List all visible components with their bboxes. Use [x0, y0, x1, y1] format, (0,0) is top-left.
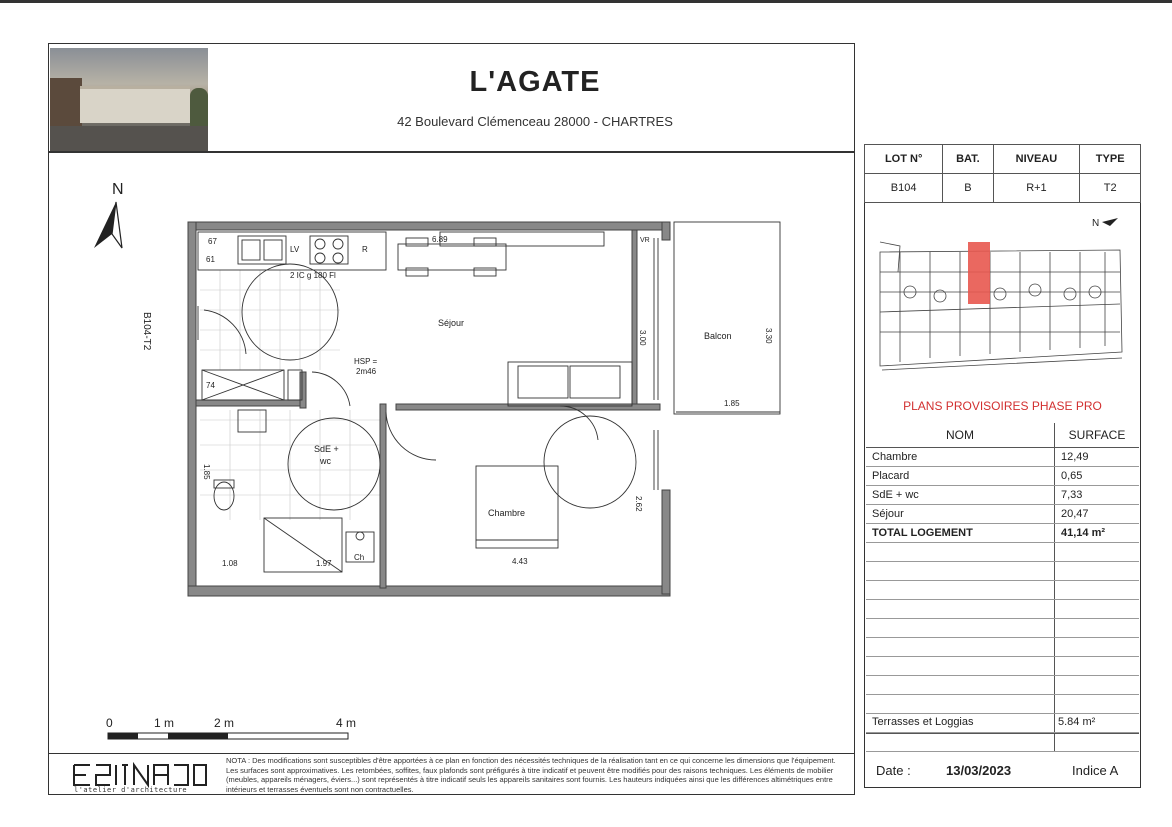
dim-1-85: 1.85	[202, 464, 211, 480]
surface-row	[866, 467, 1139, 486]
vr-label: VR	[640, 237, 650, 244]
surface-row-name: Séjour	[866, 505, 1055, 524]
empty-row	[866, 695, 1139, 714]
dim-2-62: 2.62	[634, 496, 643, 512]
empty-row	[866, 543, 1139, 562]
scale-bar	[100, 713, 370, 749]
scale-label-1: 1 m	[154, 716, 175, 730]
room-label-wc: wc	[320, 456, 331, 466]
niveau-header-cell: NIVEAU	[993, 145, 1080, 174]
room-label-chambre: Chambre	[488, 508, 526, 518]
top-border-line	[0, 0, 1172, 3]
building-render-image	[50, 48, 208, 151]
dim-61: 61	[206, 255, 215, 264]
r-label: R	[362, 245, 368, 254]
empty-row	[866, 600, 1139, 619]
dim-3-00: 3.00	[638, 330, 647, 346]
lot-header-cell: LOT N°	[865, 145, 943, 174]
bat-header-cell: BAT.	[943, 145, 993, 174]
type-value: T2	[1080, 174, 1141, 203]
scale-label-2: 2 m	[214, 716, 235, 730]
surface-header-row	[866, 423, 1139, 448]
date-label: Date :	[876, 763, 911, 778]
hsp-value: 2m46	[356, 367, 377, 376]
dim-67: 67	[208, 237, 217, 246]
ch-label: Ch	[354, 553, 365, 562]
date-value: 13/03/2023	[946, 763, 1012, 778]
lot-header-row	[865, 145, 1141, 174]
legal-note: NOTA : Des modifications sont susceptibles d'être apportées à ce plan en fonction des nécessités techniques de la réalisation tant en ce qui concerne les dimensions que l'équipement. Les surfaces sont approximatives. Les retombées, soffites, faux plafonds sont préfigurés à titre indicatif et peuvent être modifiés pour des raisons techniques. Les éléments de mobilier (meubles, appareils ménagers, éviers...) sont représentés à titre indicatif seuls les appareils sanitaires sont fournis. Les hauteurs indiquées ainsi que les différences altimétriques entre intérieurs et terrasses éventuels sont non contractuelles.	[226, 756, 836, 794]
header-separator	[48, 151, 855, 153]
bat-value: B	[943, 174, 993, 203]
fridge-label: 2 IC g 180 Fl	[290, 271, 336, 280]
type-header-cell: TYPE	[1080, 145, 1141, 174]
provisional-plans-label: PLANS PROVISOIRES PHASE PRO	[903, 399, 1102, 413]
empty-row	[866, 581, 1139, 600]
surface-row	[866, 486, 1139, 505]
surface-row-value: 20,47	[1055, 505, 1140, 524]
surface-row-name: Placard	[866, 467, 1055, 486]
lot-vertical-label: B104-T2	[141, 312, 152, 351]
lv-label: LV	[290, 245, 300, 254]
dim-3-30: 3.30	[764, 328, 773, 344]
lot-value: B104	[865, 174, 943, 203]
revision-index: Indice A	[1072, 763, 1119, 778]
surface-row-value: 12,49	[1055, 448, 1140, 467]
terraces-value: 5.84 m²	[1058, 716, 1096, 728]
lot-value-row	[865, 174, 1141, 203]
minimap-north-letter: N	[1092, 218, 1100, 229]
niveau-value: R+1	[993, 174, 1080, 203]
empty-row	[866, 619, 1139, 638]
scale-label-0: 0	[106, 716, 113, 730]
surface-row	[866, 448, 1139, 467]
surface-total-row	[866, 524, 1139, 543]
nom-header: NOM	[866, 423, 1055, 448]
total-value: 41,14 m²	[1055, 524, 1140, 543]
dim-4-43: 4.43	[512, 557, 528, 566]
footer-separator	[48, 753, 855, 754]
hsp-label: HSP =	[354, 357, 378, 366]
dim-1-97: 1.97	[316, 559, 332, 568]
surface-row	[866, 505, 1139, 524]
empty-row	[866, 733, 1139, 752]
surface-table	[866, 423, 1139, 752]
surface-row-value: 7,33	[1055, 486, 1140, 505]
room-label-balcon: Balcon	[704, 331, 732, 341]
surface-row-value: 0,65	[1055, 467, 1140, 486]
dim-1-85-balcon: 1.85	[724, 399, 740, 408]
empty-row	[866, 676, 1139, 695]
room-label-sejour: Séjour	[438, 318, 465, 328]
empty-row	[866, 562, 1139, 581]
dim-6-89: 6.89	[432, 235, 448, 244]
lot-info-table	[864, 144, 1141, 203]
lot-highlight	[968, 242, 990, 304]
dim-74: 74	[206, 381, 215, 390]
empty-row	[866, 657, 1139, 676]
key-plan-map	[870, 212, 1135, 392]
surface-row-name: SdE + wc	[866, 486, 1055, 505]
project-title: L'AGATE	[469, 66, 601, 98]
surface-row-name: Chambre	[866, 448, 1055, 467]
total-label: TOTAL LOGEMENT	[866, 524, 1055, 543]
floor-plan	[180, 170, 820, 610]
terraces-separator	[866, 733, 1139, 734]
terraces-label: Terrasses et Loggias	[872, 716, 974, 728]
surface-header: SURFACE	[1055, 423, 1140, 448]
empty-row	[866, 638, 1139, 657]
north-arrow-icon	[90, 174, 130, 254]
room-label-sde: SdE +	[314, 444, 339, 454]
project-address: 42 Boulevard Clémenceau 28000 - CHARTRES	[397, 114, 673, 129]
north-letter: N	[112, 181, 124, 198]
dim-1-08: 1.08	[222, 559, 238, 568]
scale-label-4: 4 m	[336, 716, 357, 730]
minimap-north-icon	[1102, 218, 1118, 226]
logo-subtitle: l'atelier d'architecture	[74, 786, 188, 794]
